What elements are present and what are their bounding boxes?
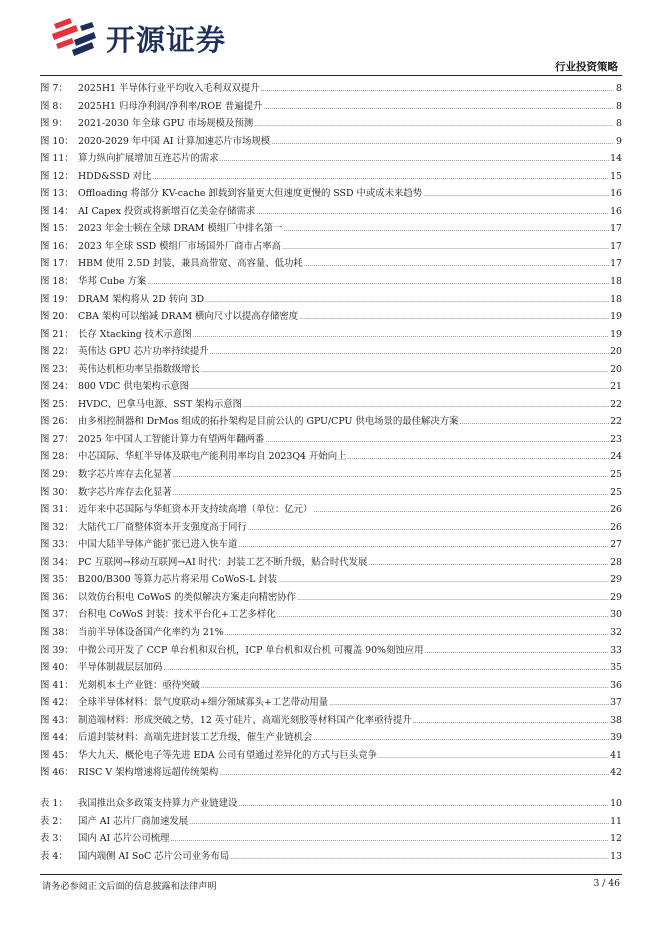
dot-leader (313, 501, 609, 520)
figure-entry[interactable] (40, 659, 622, 677)
entry-page: 27 (610, 539, 622, 551)
entry-number: 图 34： (40, 556, 74, 568)
entry-page: 30 (610, 609, 622, 621)
entry-title: 英伟达机柜功率呈指数级增长 (78, 363, 200, 375)
entry-title: 华邦 Cube 方案 (78, 276, 147, 288)
dot-leader (368, 554, 609, 573)
figure-entry[interactable] (40, 554, 622, 572)
entry-number: 图 28： (40, 451, 74, 463)
entry-page: 8 (616, 100, 622, 112)
entry-page: 17 (610, 240, 622, 252)
dot-leader (423, 185, 609, 204)
dot-leader (170, 830, 609, 849)
dot-leader (230, 848, 609, 867)
entry-page: 15 (610, 170, 622, 182)
entry-page: 13 (610, 850, 622, 862)
company-logo (50, 14, 250, 60)
entry-title: 由多相控制器和 DrMos 组成的拓扑架构是目前公认的 GPU/CPU 供电场景的最佳解决方案 (78, 416, 459, 428)
dot-leader (201, 361, 609, 380)
entry-page: 21 (610, 381, 622, 393)
entry-title: 以效仿台积电 CoWoS 的类似解决方案走向精密协作 (78, 591, 296, 603)
dot-leader (278, 571, 609, 590)
entry-title: 近年来中芯国际与华虹资本开支持续高增（单位：亿元） (78, 504, 313, 516)
entry-page: 33 (610, 644, 622, 656)
figure-entry[interactable] (40, 729, 622, 747)
dot-leader (173, 484, 609, 503)
entry-number: 图 40： (40, 662, 74, 674)
entry-page: 22 (610, 416, 622, 428)
entry-number: 图 10： (40, 135, 74, 147)
dot-leader (254, 115, 613, 134)
table-entry[interactable] (40, 830, 622, 848)
figure-entry[interactable] (40, 624, 622, 642)
entry-number: 图 38： (40, 626, 74, 638)
entry-title: B200/B300 等算力芯片将采用 CoWoS-L 封装 (78, 574, 278, 586)
entry-title: 数字芯片库存去化显著 (78, 486, 172, 498)
figure-index (40, 80, 622, 782)
figure-entry[interactable] (40, 326, 622, 344)
entry-title: 中国大陆半导体产能扩张已进入快车道 (78, 539, 238, 551)
entry-number: 图 15： (40, 223, 74, 235)
dot-leader (173, 466, 609, 485)
figure-entry[interactable] (40, 413, 622, 431)
figure-entry[interactable] (40, 98, 622, 116)
dot-leader (263, 98, 613, 117)
dot-leader (304, 255, 609, 274)
entry-title: DRAM 架构将从 2D 转向 3D (78, 293, 205, 305)
entry-title: CBA 架构可以缩减 DRAM 横向尺寸以提高存储密度 (78, 311, 299, 323)
dot-leader (256, 203, 609, 222)
entry-number: 图 11： (40, 153, 74, 165)
entry-title: 华大九天、概伦电子等先进 EDA 公司有望通过差异化的方式与巨头竞争 (78, 749, 377, 761)
entry-page: 11 (610, 815, 622, 827)
entry-title: HDD&SSD 对比 (78, 170, 152, 182)
dot-leader (378, 747, 609, 766)
figure-entry[interactable] (40, 115, 622, 133)
dot-leader (205, 291, 609, 310)
figure-entry[interactable] (40, 273, 622, 291)
figure-entry[interactable] (40, 185, 622, 203)
table-index (40, 795, 622, 865)
figure-entry[interactable] (40, 255, 622, 273)
entry-page: 14 (610, 153, 622, 165)
dot-leader (282, 238, 609, 257)
logo-mark-icon (50, 14, 98, 60)
entry-title: 国内 AI 芯片公司梳理 (78, 833, 170, 845)
figure-entry[interactable] (40, 519, 622, 537)
figure-entry[interactable] (40, 291, 622, 309)
dot-leader (265, 431, 609, 450)
entry-page: 16 (610, 205, 622, 217)
entry-number: 图 12： (40, 170, 74, 182)
entry-number: 图 35： (40, 574, 74, 586)
footer-disclaimer: 请务必参阅正文后面的信息披露和法律声明 (42, 881, 217, 892)
figure-entry[interactable] (40, 642, 622, 660)
entry-page: 18 (610, 293, 622, 305)
entry-number: 图 25： (40, 398, 74, 410)
entry-number: 图 13： (40, 188, 74, 200)
footer-divider (40, 874, 622, 875)
entry-number: 图 37： (40, 609, 74, 621)
figure-entry[interactable] (40, 712, 622, 730)
entry-number: 图 45： (40, 749, 74, 761)
figure-entry[interactable] (40, 501, 622, 519)
entry-page: 16 (610, 188, 622, 200)
entry-number: 图 23： (40, 363, 74, 375)
dot-leader (201, 677, 609, 696)
entry-number: 图 22： (40, 346, 74, 358)
entry-number: 图 41： (40, 679, 74, 691)
entry-number: 图 19： (40, 293, 74, 305)
entry-number: 图 31： (40, 504, 74, 516)
entry-number: 表 3： (40, 833, 68, 845)
entry-title: 全球半导体材料：景气度联动+细分领域寡头+工艺带动用量 (78, 697, 329, 709)
entry-number: 图 27： (40, 433, 74, 445)
entry-number: 图 9： (40, 118, 68, 130)
figure-entry[interactable] (40, 308, 622, 326)
entry-title: 2025 年中国人工智能计算力有望两年翻两番 (78, 433, 265, 445)
entry-title: 国内端侧 AI SoC 芯片公司业务布局 (78, 850, 230, 862)
table-entry[interactable] (40, 813, 622, 831)
entry-title: 2023 年金士顿在全球 DRAM 模组厂中排名第一 (78, 223, 283, 235)
entry-title: HVDC、巴拿马电源、SST 架构示意图 (78, 398, 243, 410)
entry-title: 算力纵向扩展增加互连芯片的需求 (78, 153, 219, 165)
entry-number: 图 46： (40, 767, 74, 779)
dot-leader (277, 606, 609, 625)
figure-entry[interactable] (40, 150, 622, 168)
dot-leader (271, 133, 613, 152)
entry-title: 半导体制裁层层加码 (78, 662, 163, 674)
figure-entry[interactable] (40, 571, 622, 589)
entry-page: 25 (610, 469, 622, 481)
entry-page: 19 (610, 311, 622, 323)
dot-leader (248, 519, 609, 538)
document-type: 行业投资策略 (555, 61, 618, 73)
entry-number: 表 2： (40, 815, 68, 827)
entry-title: RISC V 架构增速将远超传统架构 (78, 767, 219, 779)
dot-leader (299, 308, 609, 327)
entry-page: 12 (610, 833, 622, 845)
entry-page: 29 (610, 574, 622, 586)
entry-page: 37 (610, 697, 622, 709)
entry-title: 2025H1 半导体行业平均收入毛利双双提升 (78, 83, 260, 94)
figure-entry[interactable] (40, 589, 622, 607)
table-entry[interactable] (40, 795, 622, 813)
dot-leader (189, 813, 609, 832)
figure-entry[interactable] (40, 80, 622, 98)
entry-page: 39 (610, 732, 622, 744)
figure-entry[interactable] (40, 536, 622, 554)
entry-title: 大陆代工厂商整体资本开支强度高于同行 (78, 521, 247, 533)
entry-page: 20 (610, 363, 622, 375)
dot-leader (329, 694, 609, 713)
figure-entry[interactable] (40, 448, 622, 466)
dot-leader (313, 729, 609, 748)
entry-title: 我国推出众多政策支持算力产业链建设 (78, 798, 238, 809)
table-entry[interactable] (40, 848, 622, 866)
entry-page: 24 (610, 451, 622, 463)
figure-entry[interactable] (40, 220, 622, 238)
dot-leader (163, 659, 609, 678)
dot-leader (424, 642, 609, 661)
entry-number: 图 7： (40, 83, 68, 94)
entry-title: Offloading 将部分 KV-cache 卸载到容量更大但速度更慢的 SSD 中或成未来趋势 (78, 188, 423, 200)
entry-title: 中芯国际、华虹半导体及联电产能利用率均自 2023Q4 开始向上 (78, 451, 347, 463)
entry-title: 2025H1 归母净利润/净利率/ROE 普遍提升 (78, 100, 263, 112)
entry-number: 图 30： (40, 486, 74, 498)
figure-entry[interactable] (40, 677, 622, 695)
entry-title: 当前半导体设备国产化率约为 21% (78, 626, 224, 638)
entry-title: 光刻机本土产业链：亟待突破 (78, 679, 200, 691)
figure-entry[interactable] (40, 606, 622, 624)
entry-title: AI Capex 投资或将新增百亿美金存储需求 (78, 205, 256, 217)
entry-number: 图 16： (40, 240, 74, 252)
entry-number: 图 8： (40, 100, 68, 112)
entry-number: 图 44： (40, 732, 74, 744)
entry-page: 18 (610, 276, 622, 288)
dot-leader (413, 712, 609, 731)
entry-number: 图 33： (40, 539, 74, 551)
entry-page: 32 (610, 626, 622, 638)
entry-title: 2023 年全球 SSD 模组厂市场国外厂商市占率高 (78, 240, 281, 252)
entry-title: 英伟达 GPU 芯片功率持续提升 (78, 346, 209, 358)
entry-title: 国产 AI 芯片厂商加速发展 (78, 815, 189, 827)
figure-entry[interactable] (40, 133, 622, 151)
dot-leader (283, 220, 609, 239)
entry-page: 22 (610, 398, 622, 410)
dot-leader (190, 378, 609, 397)
figure-entry[interactable] (40, 343, 622, 361)
dot-leader (147, 273, 609, 292)
entry-number: 图 32： (40, 521, 74, 533)
entry-title: HBM 使用 2.5D 封装，兼具高带宽、高容量、低功耗 (78, 258, 303, 270)
page-number: 3 / 46 (593, 878, 620, 889)
header-divider (40, 75, 622, 76)
entry-number: 图 21： (40, 328, 74, 340)
dot-leader (238, 536, 609, 555)
entry-page: 26 (610, 504, 622, 516)
entry-page: 20 (610, 346, 622, 358)
dot-leader (219, 764, 609, 783)
figure-entry[interactable] (40, 238, 622, 256)
entry-title: PC 互联网→移动互联网→AI 时代：封装工艺不断升级，贴合时代发展 (78, 556, 368, 568)
entry-title: 2021-2030 年全球 GPU 市场规模及预测 (78, 118, 254, 130)
entry-number: 图 17： (40, 258, 74, 270)
figure-entry[interactable] (40, 396, 622, 414)
entry-page: 42 (610, 767, 622, 779)
entry-title: 后道封装材料：高端先进封装工艺升级，催生产业链机会 (78, 732, 313, 744)
dot-leader (152, 168, 609, 187)
entry-page: 25 (610, 486, 622, 498)
dot-leader (220, 150, 609, 169)
dot-leader (238, 795, 609, 814)
figure-entry[interactable] (40, 694, 622, 712)
figure-entry[interactable] (40, 431, 622, 449)
entry-page: 9 (616, 135, 622, 147)
figure-entry[interactable] (40, 747, 622, 765)
entry-title: 800 VDC 供电架构示意图 (78, 381, 189, 393)
entry-title: 数字芯片库存去化显著 (78, 469, 172, 481)
entry-number: 图 18： (40, 276, 74, 288)
entry-number: 图 36： (40, 591, 74, 603)
entry-number: 图 39： (40, 644, 74, 656)
entry-page: 28 (610, 556, 622, 568)
company-name: 开源证券 (106, 23, 227, 57)
entry-page: 35 (610, 662, 622, 674)
entry-page: 17 (610, 258, 622, 270)
entry-page: 8 (616, 118, 622, 130)
entry-title: 台积电 CoWoS 封装：技术平台化+工艺多样化 (78, 609, 276, 621)
figure-entry[interactable] (40, 466, 622, 484)
figure-entry[interactable] (40, 361, 622, 379)
dot-leader (297, 589, 609, 608)
entry-number: 图 14： (40, 205, 74, 217)
entry-number: 表 4： (40, 850, 68, 862)
dot-leader (193, 326, 609, 345)
entry-number: 图 43： (40, 714, 74, 726)
entry-page: 17 (610, 223, 622, 235)
entry-page: 41 (610, 749, 622, 761)
dot-leader (460, 413, 610, 432)
entry-page: 38 (610, 714, 622, 726)
entry-page: 26 (610, 521, 622, 533)
figure-entry[interactable] (40, 764, 622, 782)
entry-number: 图 24： (40, 381, 74, 393)
dot-leader (347, 448, 609, 467)
page-header (0, 0, 662, 78)
entry-page: 23 (610, 433, 622, 445)
entry-number: 图 26： (40, 416, 74, 428)
dot-leader (225, 624, 609, 643)
entry-number: 图 20： (40, 311, 74, 323)
entry-page: 29 (610, 591, 622, 603)
entry-page: 10 (610, 798, 622, 809)
entry-number: 图 29： (40, 469, 74, 481)
figure-entry[interactable] (40, 203, 622, 221)
figure-entry[interactable] (40, 168, 622, 186)
entry-title: 中微公司开发了 CCP 单台机和双台机，ICP 单台机和双台机 可覆盖 90%刻蚀应用 (78, 644, 424, 656)
entry-title: 2020-2029 年中国 AI 计算加速芯片市场规模 (78, 135, 271, 147)
entry-page: 19 (610, 328, 622, 340)
entry-number: 图 42： (40, 697, 74, 709)
figure-entry[interactable] (40, 378, 622, 396)
entry-title: 制造端材料：形成突破之势，12 英寸硅片、高端光刻胶等材料国产化率亟待提升 (78, 714, 412, 726)
dot-leader (261, 80, 613, 99)
entry-page: 8 (616, 83, 622, 94)
entry-page: 36 (610, 679, 622, 691)
entry-title: 长存 Xtacking 技术示意图 (78, 328, 192, 340)
figure-entry[interactable] (40, 484, 622, 502)
dot-leader (210, 343, 609, 362)
dot-leader (243, 396, 609, 415)
entry-number: 表 1： (40, 798, 68, 809)
